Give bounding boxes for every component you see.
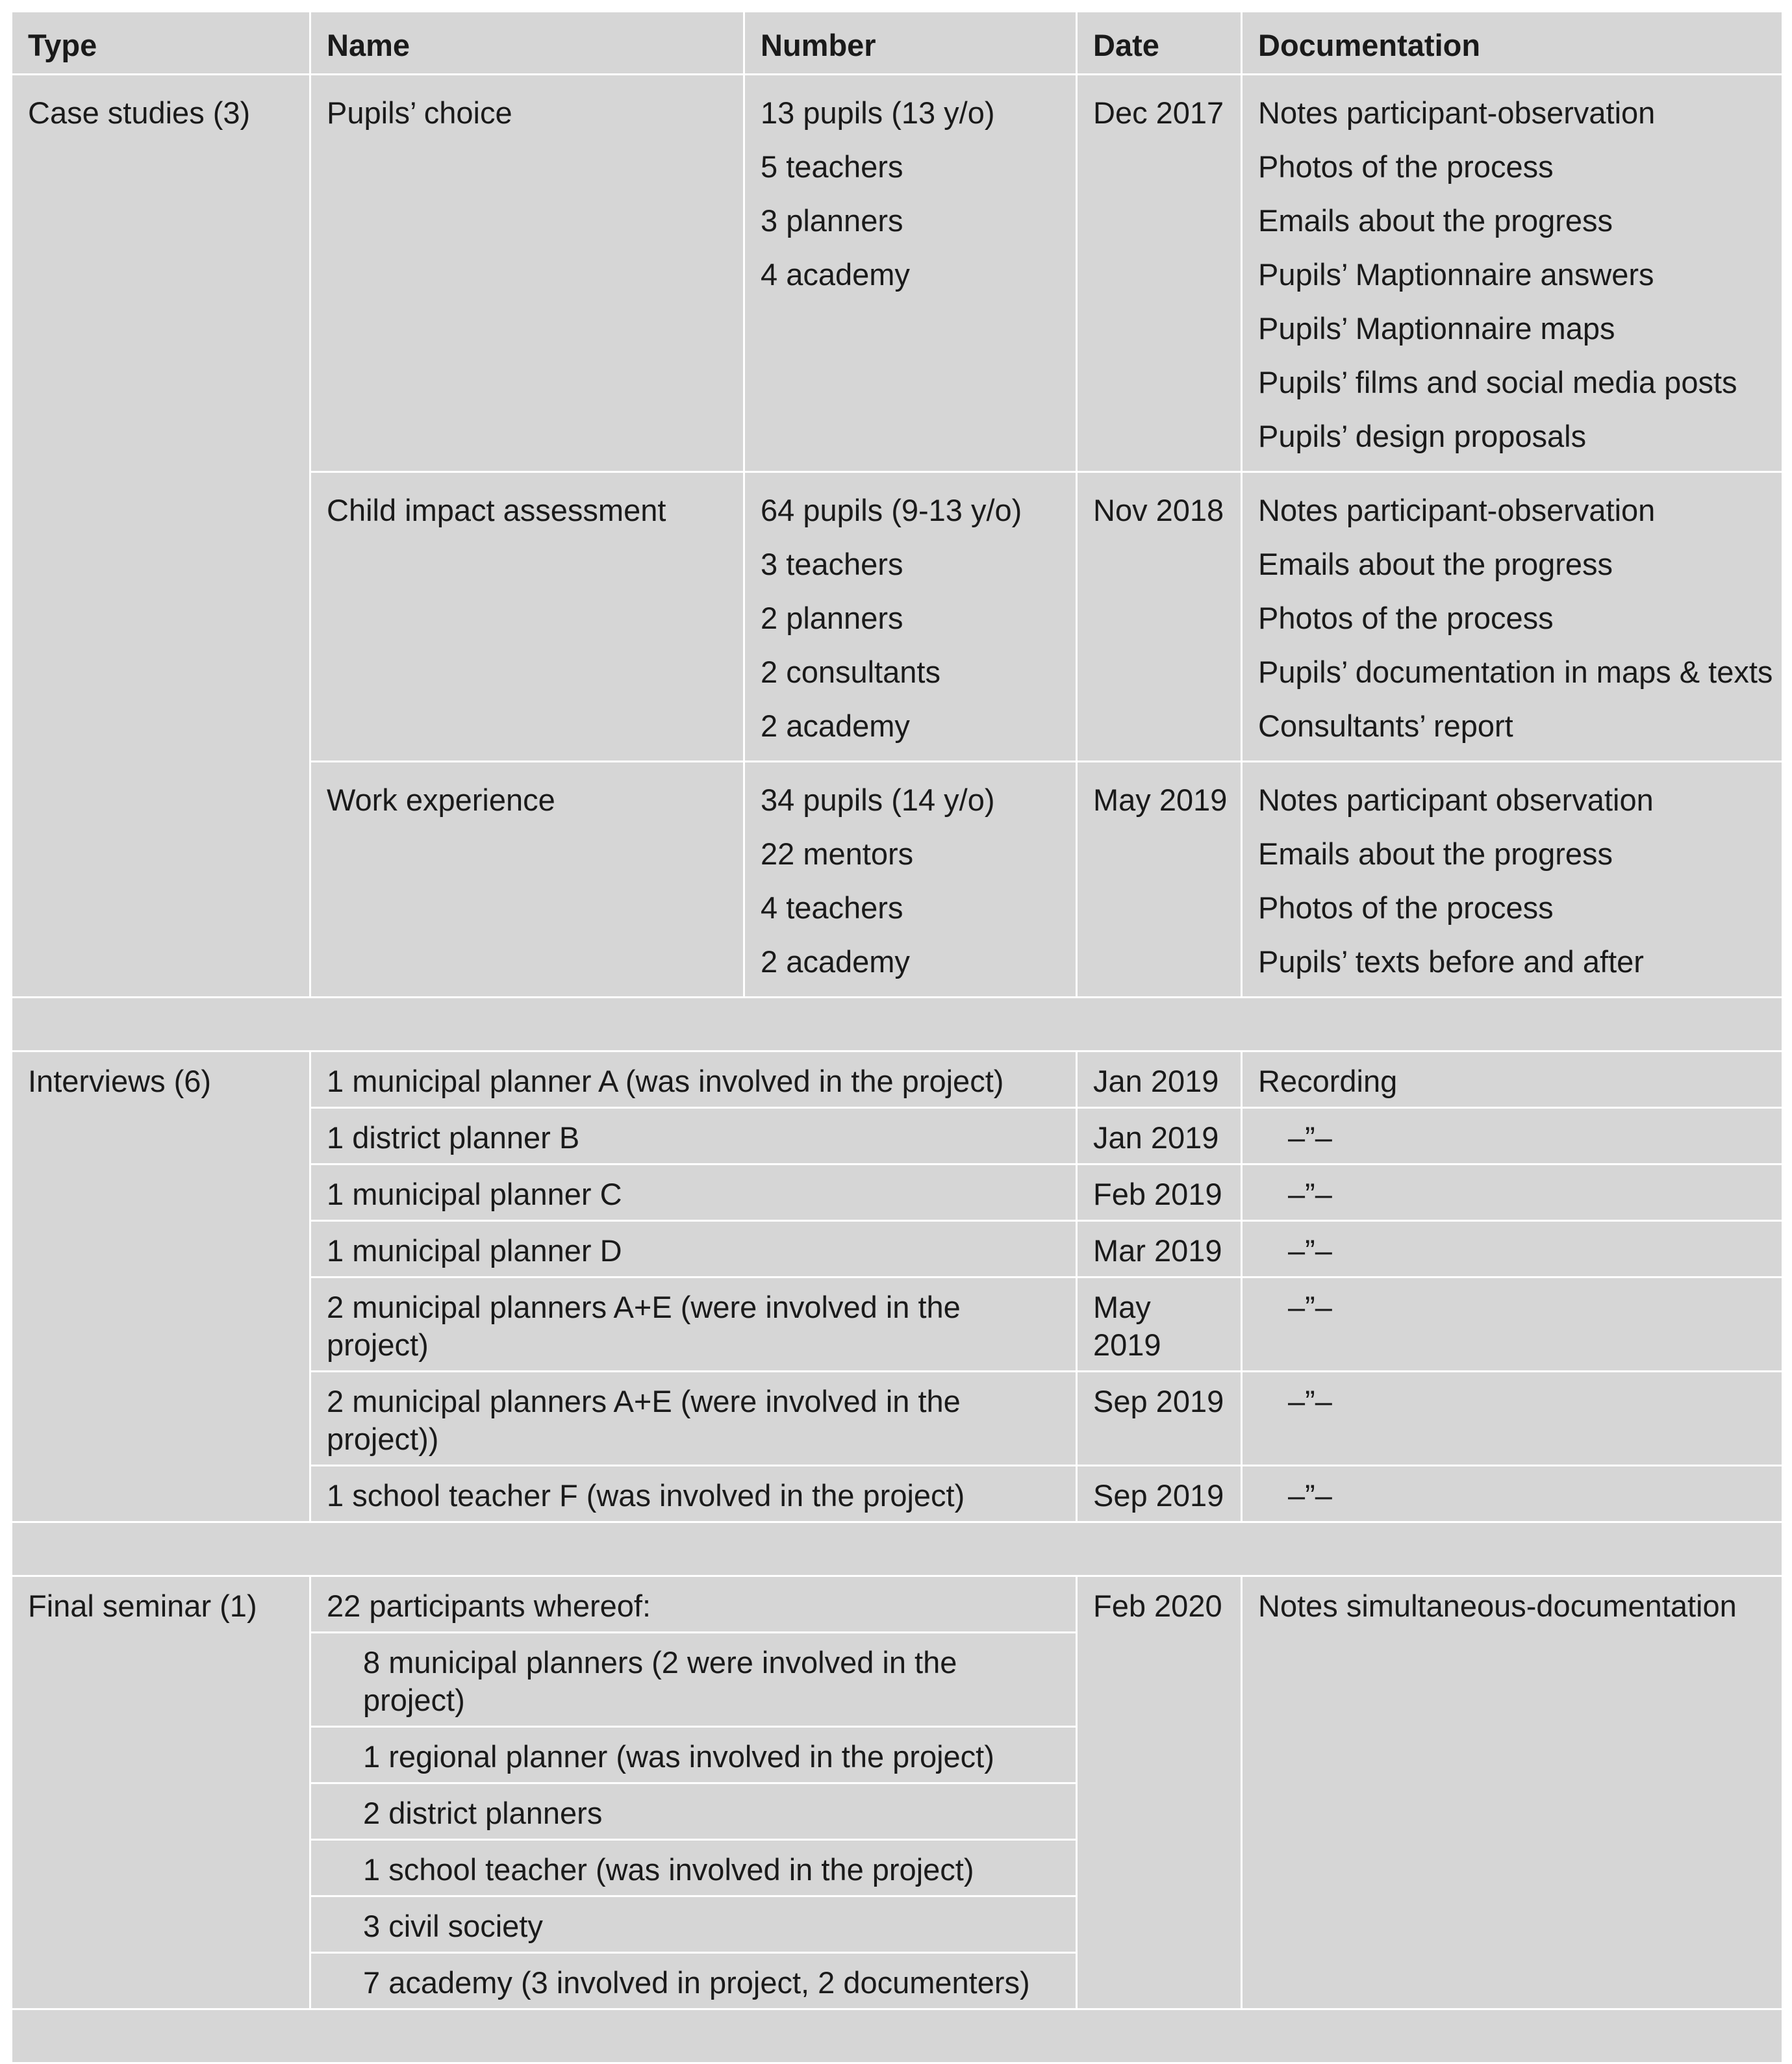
date-cell: Jan 2019 — [1077, 1051, 1242, 1108]
interviewee-cell: 1 district planner B — [310, 1108, 1077, 1164]
doc-line: Emails about the progress — [1258, 837, 1613, 871]
name-cell — [310, 762, 744, 998]
number-line: 2 academy — [761, 944, 910, 979]
case-name: Pupils’ choice — [327, 95, 512, 130]
number-line: 4 academy — [761, 257, 910, 292]
interviewee-cell: 1 municipal planner D — [310, 1221, 1077, 1277]
participant-cell: 3 civil society — [310, 1896, 1077, 1953]
date-cell: May 2019 — [1077, 1277, 1242, 1372]
seminar-row — [12, 1576, 1783, 1633]
date-value: Dec 2017 — [1093, 95, 1224, 130]
participant-cell: 8 municipal planners (2 were involved in the project) — [310, 1633, 1077, 1727]
date-cell: Sep 2019 — [1077, 1466, 1242, 1522]
number-line: 2 academy — [761, 709, 910, 743]
data-table — [10, 10, 1784, 2064]
number-line: 5 teachers — [761, 149, 903, 184]
number-line: 3 planners — [761, 203, 903, 238]
number-line: 4 teachers — [761, 890, 903, 925]
header-date: Date — [1077, 12, 1242, 75]
doc-line: Pupils’ films and social media posts — [1258, 365, 1737, 399]
interviewee-cell: 2 municipal planners A+E (were involved in the project)) — [310, 1372, 1077, 1466]
number-line: 2 consultants — [761, 655, 940, 689]
name-cell — [310, 472, 744, 762]
doc-line: Notes participant-observation — [1258, 95, 1656, 130]
date-cell: Sep 2019 — [1077, 1372, 1242, 1466]
spacer-cell — [12, 998, 1783, 1051]
doc-line: Notes participant observation — [1258, 783, 1654, 817]
header-number: Number — [744, 12, 1077, 75]
doc-line: Notes participant-observation — [1258, 493, 1656, 527]
number-line: 64 pupils (9-13 y/o) — [761, 493, 1022, 527]
doc-line: Pupils’ documentation in maps & texts — [1258, 655, 1773, 689]
doc-line: Photos of the process — [1258, 890, 1554, 925]
ditto-cell: –”– — [1242, 1108, 1783, 1164]
doc-line: Pupils’ Maptionnaire maps — [1258, 311, 1615, 346]
documentation-cell: Recording — [1242, 1051, 1783, 1108]
date-cell — [1077, 75, 1242, 472]
date-cell: Mar 2019 — [1077, 1221, 1242, 1277]
header-documentation: Documentation — [1242, 12, 1783, 75]
date-cell: Feb 2019 — [1077, 1164, 1242, 1221]
doc-line: Emails about the progress — [1258, 547, 1613, 581]
date-cell — [1077, 762, 1242, 998]
research-data-table — [10, 10, 1782, 2064]
ditto-cell: –”– — [1242, 1466, 1783, 1522]
ditto-cell: –”– — [1242, 1164, 1783, 1221]
ditto-cell: –”– — [1242, 1372, 1783, 1466]
number-line: 13 pupils (13 y/o) — [761, 95, 995, 130]
type-label: Case studies (3) — [28, 95, 251, 130]
number-line: 34 pupils (14 y/o) — [761, 783, 995, 817]
doc-line: Pupils’ design proposals — [1258, 419, 1587, 453]
participant-cell: 1 school teacher (was involved in the project) — [310, 1840, 1077, 1896]
interview-row — [12, 1051, 1783, 1108]
header-name: Name — [310, 12, 744, 75]
participant-cell: 1 regional planner (was involved in the project) — [310, 1727, 1077, 1783]
type-cell-case-studies — [12, 75, 310, 998]
header-type: Type — [12, 12, 310, 75]
number-cell — [744, 762, 1077, 998]
participant-cell: 2 district planners — [310, 1783, 1077, 1840]
spacer-cell — [12, 1522, 1783, 1576]
doc-line: Consultants’ report — [1258, 709, 1513, 743]
type-cell-interviews: Interviews (6) — [12, 1051, 310, 1522]
spacer-cell — [12, 2009, 1783, 2063]
case-name: Work experience — [327, 783, 555, 817]
spacer-row — [12, 1522, 1783, 1576]
number-cell — [744, 472, 1077, 762]
documentation-cell — [1242, 762, 1783, 998]
interviewee-cell: 2 municipal planners A+E (were involved in the project) — [310, 1277, 1077, 1372]
interviewee-cell: 1 municipal planner A (was involved in the project) — [310, 1051, 1077, 1108]
date-cell — [1077, 472, 1242, 762]
number-line: 2 planners — [761, 601, 903, 635]
interviewee-cell: 1 municipal planner C — [310, 1164, 1077, 1221]
doc-line: Photos of the process — [1258, 149, 1554, 184]
ditto-cell: –”– — [1242, 1277, 1783, 1372]
header-row — [12, 12, 1783, 75]
doc-line: Pupils’ texts before and after — [1258, 944, 1644, 979]
date-value: Nov 2018 — [1093, 493, 1224, 527]
doc-line: Photos of the process — [1258, 601, 1554, 635]
documentation-cell — [1242, 75, 1783, 472]
documentation-cell — [1242, 472, 1783, 762]
type-cell-seminar: Final seminar (1) — [12, 1576, 310, 2009]
date-cell: Feb 2020 — [1077, 1576, 1242, 2009]
name-cell — [310, 75, 744, 472]
case-study-row — [12, 75, 1783, 472]
doc-line: Emails about the progress — [1258, 203, 1613, 238]
seminar-heading-cell: 22 participants whereof: — [310, 1576, 1077, 1633]
date-value: May 2019 — [1093, 783, 1228, 817]
spacer-row — [12, 2009, 1783, 2063]
doc-line: Pupils’ Maptionnaire answers — [1258, 257, 1654, 292]
case-name: Child impact assessment — [327, 493, 666, 527]
number-line: 3 teachers — [761, 547, 903, 581]
participant-cell: 7 academy (3 involved in project, 2 documenters) — [310, 1953, 1077, 2009]
documentation-cell: Notes simultaneous-documentation — [1242, 1576, 1783, 2009]
spacer-row — [12, 998, 1783, 1051]
number-cell — [744, 75, 1077, 472]
number-line: 22 mentors — [761, 837, 914, 871]
ditto-cell: –”– — [1242, 1221, 1783, 1277]
date-cell: Jan 2019 — [1077, 1108, 1242, 1164]
interviewee-cell: 1 school teacher F (was involved in the project) — [310, 1466, 1077, 1522]
